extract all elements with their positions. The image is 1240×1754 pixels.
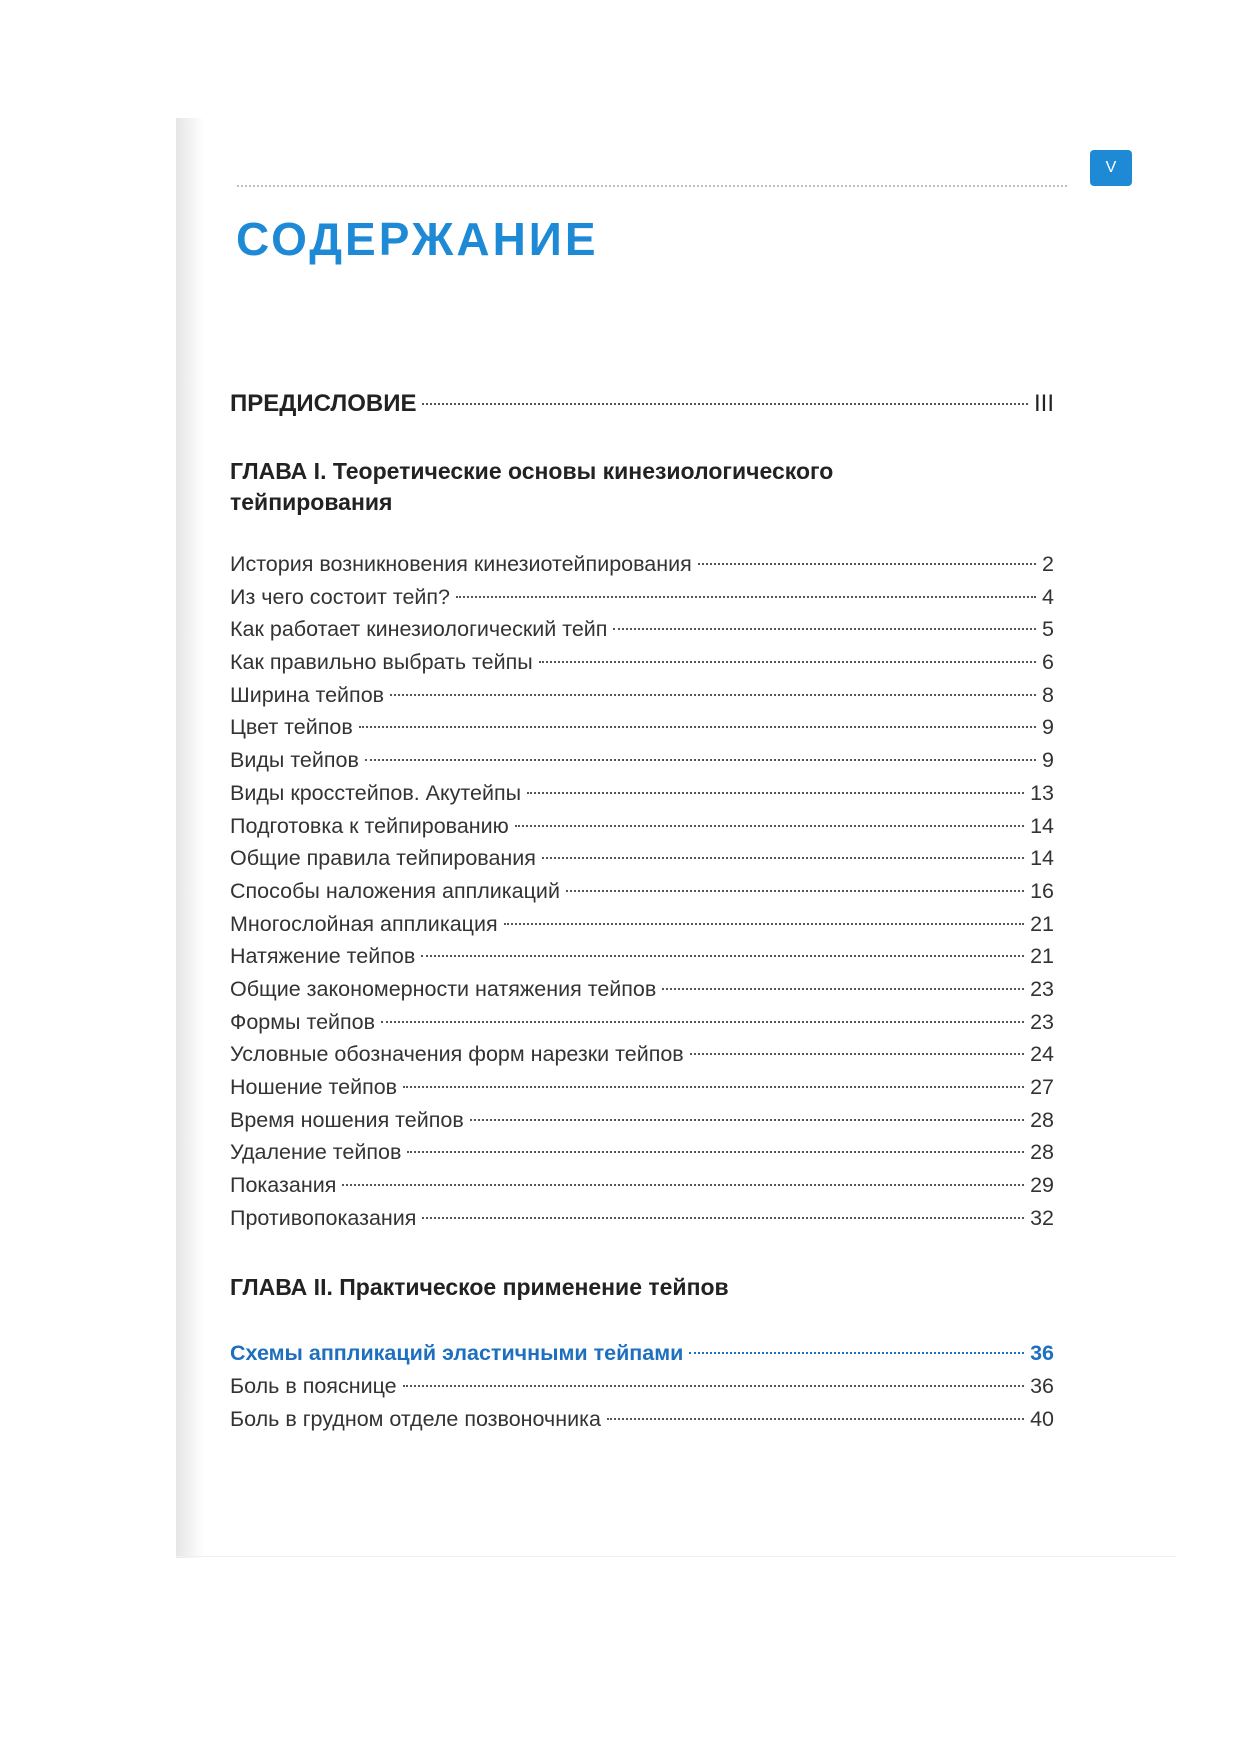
dot-leader: [542, 857, 1024, 859]
dot-leader: [689, 1352, 1024, 1354]
toc-entry[interactable]: [230, 846, 1054, 879]
chapter-1-entries: [230, 552, 1054, 1238]
toc-entry-label: Удаление тейпов: [230, 1140, 402, 1165]
toc-entry-page: 16: [1030, 878, 1054, 903]
dot-leader: [342, 1184, 1024, 1186]
toc-entry-page: 2: [1042, 552, 1054, 576]
toc-entry-label: Как правильно выбрать тейпы: [230, 650, 533, 675]
toc-entry-label: Ношение тейпов: [230, 1075, 398, 1099]
toc-entry[interactable]: [230, 1206, 1054, 1239]
toc-entry-page: 24: [1030, 1042, 1054, 1067]
toc-entry-page: 14: [1030, 846, 1054, 871]
toc-entry[interactable]: [230, 977, 1054, 1010]
toc-entry-label: Противопоказания: [230, 1205, 417, 1230]
toc-entry-label: Цвет тейпов: [230, 715, 353, 740]
toc-entry-page: 13: [1030, 780, 1054, 805]
toc-entry[interactable]: [230, 1108, 1054, 1141]
toc-entry-page: 9: [1042, 748, 1054, 773]
toc-entry-label: Способы наложения аппликаций: [230, 878, 560, 903]
dot-leader: [662, 988, 1024, 990]
toc-entry-page: 23: [1030, 976, 1054, 1001]
toc-entry[interactable]: [230, 814, 1054, 847]
toc-entry[interactable]: [230, 1407, 1054, 1440]
dot-leader: [359, 726, 1036, 728]
chapter-2-heading[interactable]: ГЛАВА II. Практическое применение тейпов: [230, 1274, 729, 1301]
toc-entry-page: 27: [1030, 1075, 1054, 1099]
header-dotted-rule: [237, 185, 1067, 187]
dot-leader: [613, 628, 1036, 630]
toc-entry-page: 5: [1042, 617, 1054, 642]
page-number-badge: V: [1090, 150, 1132, 186]
toc-entry-page: 28: [1030, 1107, 1054, 1132]
chapter-2-entries: [230, 1341, 1054, 1439]
toc-entry-page: 36: [1030, 1374, 1054, 1399]
toc-entry[interactable]: [230, 650, 1054, 683]
toc-entry-label: Условные обозначения форм нарезки тейпов: [230, 1042, 684, 1067]
toc-entry[interactable]: [230, 1173, 1054, 1206]
page-title: СОДЕРЖАНИЕ: [236, 213, 599, 265]
toc-entry-label: ПРЕДИСЛОВИЕ: [230, 390, 417, 417]
toc-entry[interactable]: [230, 912, 1054, 945]
toc-entry-page: 29: [1030, 1173, 1054, 1198]
dot-leader: [421, 955, 1024, 957]
dot-leader: [527, 792, 1024, 794]
toc-entry-label: Как работает кинезиологический тейп: [230, 617, 608, 642]
toc-entry[interactable]: [230, 1140, 1054, 1173]
dot-leader: [381, 1021, 1024, 1023]
toc-entry-label: Общие правила тейпирования: [230, 846, 536, 871]
toc-entry-label: Общие закономерности натяжения тейпов: [230, 976, 657, 1001]
toc-entry-page: 8: [1042, 682, 1054, 707]
toc-entry-label: Схемы аппликаций эластичными тейпами: [230, 1341, 684, 1366]
dot-leader: [607, 1418, 1024, 1420]
toc-entry[interactable]: [230, 748, 1054, 781]
dot-leader: [698, 563, 1036, 565]
toc-entry-label: Показания: [230, 1173, 337, 1198]
dot-leader: [515, 825, 1024, 827]
chapter-1-heading[interactable]: [230, 456, 1054, 518]
dot-leader: [365, 759, 1036, 761]
toc-entry[interactable]: [230, 552, 1054, 585]
toc-entry-page: 36: [1030, 1341, 1054, 1366]
toc-entry-page: III: [1033, 390, 1054, 417]
chapter-1-heading-line-1: ГЛАВА I. Теоретические основы кинезиологического: [230, 458, 834, 484]
toc-entry-page: 40: [1030, 1406, 1054, 1431]
toc-entry-page: 9: [1042, 715, 1054, 740]
toc-entry-label: Подготовка к тейпированию: [230, 813, 509, 838]
dot-leader: [539, 661, 1036, 663]
dot-leader: [504, 923, 1024, 925]
toc-entry-label: Ширина тейпов: [230, 682, 385, 707]
toc-entry-label: Формы тейпов: [230, 1009, 376, 1034]
toc-entry[interactable]: [230, 944, 1054, 977]
toc-entry[interactable]: [230, 1010, 1054, 1043]
chapter-1-heading-line-2: тейпирования: [230, 489, 393, 515]
toc-entry[interactable]: [230, 879, 1054, 912]
dot-leader: [390, 694, 1036, 696]
toc-entry[interactable]: [230, 683, 1054, 716]
dot-leader: [403, 1086, 1024, 1088]
toc-entry-label: История возникновения кинезиотейпирования: [230, 552, 692, 576]
toc-entry-label: Боль в грудном отделе позвоночника: [230, 1406, 601, 1431]
page-binding-shadow: [176, 118, 204, 1558]
toc-entry-page: 4: [1042, 584, 1054, 609]
toc-entry-label: Время ношения тейпов: [230, 1107, 464, 1132]
toc-entry[interactable]: [230, 715, 1054, 748]
dot-leader: [422, 1217, 1024, 1219]
toc-entry-page: 14: [1030, 813, 1054, 838]
toc-entry[interactable]: [230, 1042, 1054, 1075]
toc-entry-label: Виды кросстейпов. Акутейпы: [230, 780, 522, 805]
toc-entry-label: Многослойная аппликация: [230, 911, 498, 936]
toc-entry-page: 28: [1030, 1140, 1054, 1165]
toc-entry-label: Из чего состоит тейп?: [230, 584, 451, 609]
toc-entry[interactable]: [230, 1374, 1054, 1407]
toc-entry[interactable]: [230, 585, 1054, 618]
dot-leader: [403, 1385, 1024, 1387]
dot-leader: [470, 1119, 1024, 1121]
dot-leader: [407, 1151, 1024, 1153]
dot-leader: [566, 890, 1024, 892]
toc-entry-label: Боль в пояснице: [230, 1374, 397, 1399]
page-bottom-edge: [176, 1556, 1176, 1557]
toc-entry-label: Виды тейпов: [230, 748, 359, 773]
toc-entry-label: Натяжение тейпов: [230, 944, 416, 969]
toc-entry-page: 21: [1030, 911, 1054, 936]
toc-entry-page: 32: [1030, 1205, 1054, 1230]
dot-leader: [690, 1053, 1024, 1055]
toc-entry-page: 21: [1030, 944, 1054, 969]
table-of-contents: [230, 390, 1054, 1440]
toc-entry[interactable]: [230, 617, 1054, 650]
toc-entry[interactable]: [230, 781, 1054, 814]
toc-entry[interactable]: [230, 1075, 1054, 1108]
toc-entry-preface[interactable]: [230, 390, 1054, 418]
toc-entry-page: 6: [1042, 650, 1054, 675]
dot-leader: [422, 403, 1028, 405]
toc-entry-page: 23: [1030, 1009, 1054, 1034]
dot-leader: [456, 596, 1036, 598]
toc-section-highlight[interactable]: [230, 1341, 1054, 1374]
